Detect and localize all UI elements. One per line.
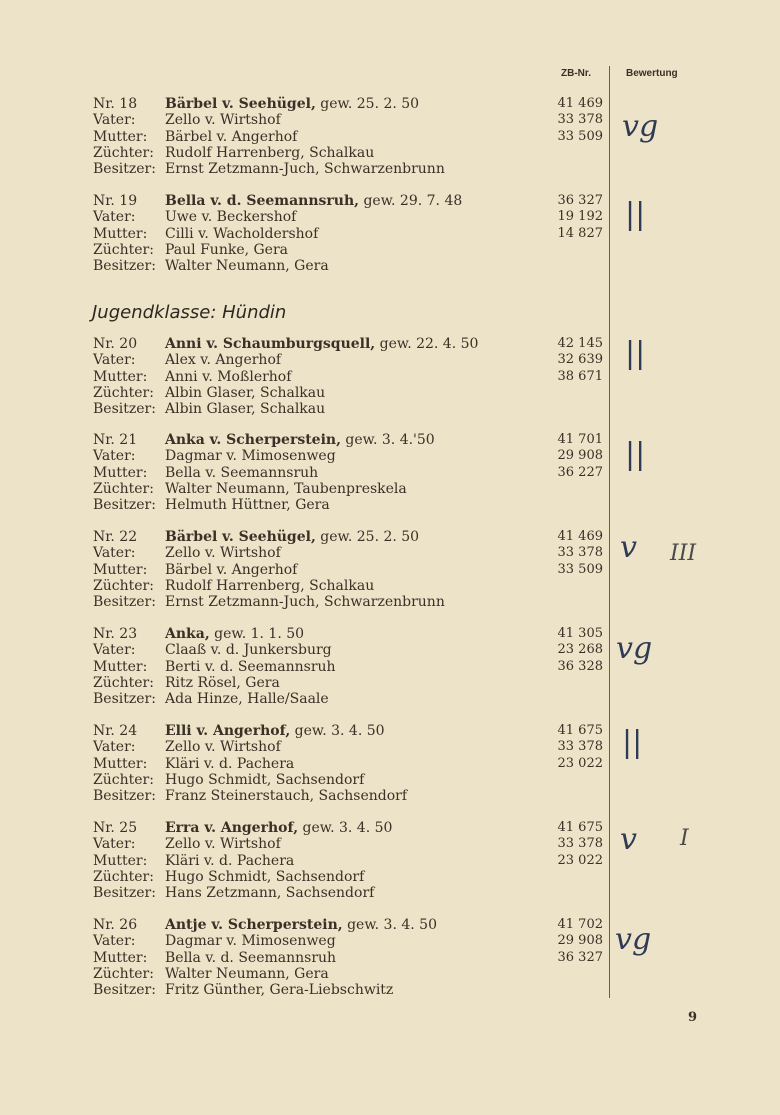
field-label-vater: Vater: <box>93 836 136 853</box>
field-label-mutter: Mutter: <box>93 128 148 145</box>
field-value-mutter: Cilli v. Wacholdershof <box>165 225 319 242</box>
handwritten-rating: || <box>622 725 643 760</box>
field-value-vater: Zello v. Wirtshof <box>165 739 281 756</box>
entry-number: Nr. 22 <box>93 529 138 545</box>
zb-number: 23 022 <box>557 755 603 771</box>
dog-name: Anka v. Scherperstein, <box>165 432 341 448</box>
field-label-mutter: Mutter: <box>93 755 148 772</box>
field-label-besitzer: Besitzer: <box>93 161 156 178</box>
field-label-besitzer: Besitzer: <box>93 691 156 708</box>
field-value-mutter: Bärbel v. Angerhof <box>165 561 298 578</box>
field-label-besitzer: Besitzer: <box>93 788 156 805</box>
field-value-mutter: Kläri v. d. Pachera <box>165 852 295 869</box>
zb-number: 33 509 <box>557 561 603 577</box>
field-value-vater: Zello v. Wirtshof <box>165 112 281 129</box>
zb-number: 36 227 <box>557 464 603 480</box>
zb-number: 41 469 <box>557 529 603 544</box>
handwritten-rating: vg <box>616 631 653 666</box>
zb-number: 33 378 <box>557 112 603 128</box>
rating-header: Bewertung <box>626 68 678 79</box>
field-value-besitzer: Hans Zetzmann, Sachsendorf <box>165 885 375 902</box>
dog-name: Bärbel v. Seehügel, <box>165 96 316 112</box>
field-value-mutter: Bärbel v. Angerhof <box>165 128 298 145</box>
field-value-besitzer: Fritz Günther, Gera-Liebschwitz <box>165 982 394 999</box>
entry-number: Nr. 21 <box>93 432 138 448</box>
field-label-vater: Vater: <box>93 448 136 465</box>
field-value-vater: Dagmar v. Mimosenweg <box>165 933 336 950</box>
field-label-vater: Vater: <box>93 933 136 950</box>
field-label-besitzer: Besitzer: <box>93 885 156 902</box>
field-label-besitzer: Besitzer: <box>93 497 156 514</box>
handwritten-rating: || <box>625 336 646 371</box>
handwritten-rating: || <box>625 437 646 472</box>
field-value-mutter: Bella v. Seemannsruh <box>165 464 319 481</box>
field-label-zuechter: Züchter: <box>93 771 154 788</box>
field-value-zuechter: Albin Glaser, Schalkau <box>165 384 326 401</box>
field-label-zuechter: Züchter: <box>93 480 154 497</box>
dog-name-line <box>165 820 392 836</box>
field-label-zuechter: Züchter: <box>93 965 154 982</box>
zb-number: 33 509 <box>557 128 603 144</box>
dog-name-line <box>165 917 437 933</box>
zb-nr-header: ZB-Nr. <box>561 68 591 79</box>
dog-name: Antje v. Scherperstein, <box>165 917 343 933</box>
field-value-mutter: Kläri v. d. Pachera <box>165 755 295 772</box>
field-label-mutter: Mutter: <box>93 658 148 675</box>
field-label-mutter: Mutter: <box>93 464 148 481</box>
handwritten-placement: III <box>670 541 697 566</box>
entry-number: Nr. 24 <box>93 723 138 739</box>
field-value-zuechter: Walter Neumann, Taubenpreskela <box>165 480 407 497</box>
field-value-mutter: Anni v. Moßlerhof <box>165 368 292 385</box>
field-label-zuechter: Züchter: <box>93 577 154 594</box>
page-number: 9 <box>688 1010 698 1025</box>
field-label-mutter: Mutter: <box>93 852 148 869</box>
zb-number: 29 908 <box>557 933 603 949</box>
zb-number: 36 327 <box>557 193 603 208</box>
zb-number: 29 908 <box>557 448 603 464</box>
field-value-zuechter: Walter Neumann, Gera <box>165 965 329 982</box>
handwritten-rating: vg <box>615 922 652 957</box>
field-value-vater: Dagmar v. Mimosenweg <box>165 448 336 465</box>
field-value-zuechter: Hugo Schmidt, Sachsendorf <box>165 771 365 788</box>
dog-name-line <box>165 336 478 352</box>
entry-number: Nr. 19 <box>93 193 138 209</box>
birth-date: gew. 3. 4. 50 <box>342 917 437 933</box>
dog-name: Anni v. Schaumburgsquell, <box>165 336 376 352</box>
field-value-mutter: Berti v. d. Seemannsruh <box>165 658 336 675</box>
dog-entry <box>93 193 603 274</box>
zb-number: 41 305 <box>557 626 603 641</box>
dog-name-line <box>165 723 385 739</box>
handwritten-placement: I <box>680 826 689 851</box>
birth-date: gew. 22. 4. 50 <box>375 336 479 352</box>
field-value-zuechter: Ritz Rösel, Gera <box>165 674 280 691</box>
zb-number: 38 671 <box>557 368 603 384</box>
birth-date: gew. 25. 2. 50 <box>315 529 420 545</box>
field-value-zuechter: Paul Funke, Gera <box>165 241 289 258</box>
field-label-besitzer: Besitzer: <box>93 401 156 418</box>
zb-number: 23 268 <box>557 642 603 658</box>
dog-name-line <box>165 626 304 642</box>
field-label-mutter: Mutter: <box>93 949 148 966</box>
entry-number: Nr. 23 <box>93 626 138 642</box>
field-label-besitzer: Besitzer: <box>93 594 156 611</box>
field-value-besitzer: Franz Steinerstauch, Sachsendorf <box>165 788 408 805</box>
zb-number: 41 702 <box>557 917 603 932</box>
birth-date: gew. 3. 4. 50 <box>298 820 393 836</box>
zb-number: 41 469 <box>557 96 603 111</box>
field-label-zuechter: Züchter: <box>93 241 154 258</box>
zb-number: 23 022 <box>557 852 603 868</box>
column-divider <box>609 66 610 998</box>
field-label-vater: Vater: <box>93 545 136 562</box>
field-value-besitzer: Ernst Zetzmann-Juch, Schwarzenbrunn <box>165 594 445 611</box>
handwritten-rating: vg <box>622 109 659 144</box>
field-value-vater: Zello v. Wirtshof <box>165 836 281 853</box>
entry-number: Nr. 20 <box>93 336 138 352</box>
dog-name-line <box>165 193 462 209</box>
zb-number: 42 145 <box>557 336 603 351</box>
field-label-besitzer: Besitzer: <box>93 982 156 999</box>
field-label-mutter: Mutter: <box>93 368 148 385</box>
field-label-besitzer: Besitzer: <box>93 258 156 275</box>
dog-entry <box>93 432 603 513</box>
entry-number: Nr. 18 <box>93 96 138 112</box>
field-value-vater: Alex v. Angerhof <box>165 352 282 369</box>
entry-number: Nr. 26 <box>93 917 138 933</box>
field-label-zuechter: Züchter: <box>93 868 154 885</box>
zb-number: 33 378 <box>557 545 603 561</box>
field-label-vater: Vater: <box>93 739 136 756</box>
dog-name-line <box>165 432 435 448</box>
birth-date: gew. 3. 4.'50 <box>340 432 435 448</box>
dog-entry <box>93 336 603 417</box>
zb-number: 19 192 <box>557 209 603 225</box>
field-label-vater: Vater: <box>93 352 136 369</box>
zb-number: 41 675 <box>557 723 603 738</box>
dog-entry <box>93 96 603 177</box>
field-value-vater: Zello v. Wirtshof <box>165 545 281 562</box>
dog-entry <box>93 723 603 804</box>
field-value-mutter: Bella v. d. Seemannsruh <box>165 949 337 966</box>
zb-number: 33 378 <box>557 836 603 852</box>
zb-number: 41 675 <box>557 820 603 835</box>
dog-entry <box>93 820 603 901</box>
birth-date: gew. 29. 7. 48 <box>359 193 463 209</box>
zb-number: 14 827 <box>557 225 603 241</box>
dog-name-line <box>165 529 419 545</box>
field-label-zuechter: Züchter: <box>93 144 154 161</box>
dog-entry <box>93 626 603 707</box>
dog-entry <box>93 529 603 610</box>
handwritten-rating: v <box>620 530 637 565</box>
entry-number: Nr. 25 <box>93 820 138 836</box>
field-value-besitzer: Walter Neumann, Gera <box>165 258 329 275</box>
birth-date: gew. 1. 1. 50 <box>209 626 305 642</box>
section-title: Jugendklasse: Hündin <box>92 302 287 323</box>
field-label-vater: Vater: <box>93 112 136 129</box>
dog-name-line <box>165 96 419 112</box>
dog-name: Bärbel v. Seehügel, <box>165 529 316 545</box>
handwritten-rating: || <box>625 197 646 232</box>
birth-date: gew. 25. 2. 50 <box>315 96 420 112</box>
field-label-zuechter: Züchter: <box>93 674 154 691</box>
field-value-vater: Uwe v. Beckershof <box>165 209 297 226</box>
dog-entry <box>93 917 603 998</box>
field-label-mutter: Mutter: <box>93 561 148 578</box>
dog-name: Erra v. Angerhof, <box>165 820 299 836</box>
dog-name: Elli v. Angerhof, <box>165 723 291 739</box>
field-label-zuechter: Züchter: <box>93 384 154 401</box>
zb-number: 36 328 <box>557 658 603 674</box>
field-label-mutter: Mutter: <box>93 225 148 242</box>
handwritten-rating: v <box>620 822 637 857</box>
dog-name: Bella v. d. Seemannsruh, <box>165 193 359 209</box>
zb-number: 36 327 <box>557 949 603 965</box>
field-label-vater: Vater: <box>93 209 136 226</box>
field-value-besitzer: Albin Glaser, Schalkau <box>165 401 326 418</box>
zb-number: 41 701 <box>557 432 603 447</box>
field-value-vater: Claaß v. d. Junkersburg <box>165 642 332 659</box>
dog-name: Anka, <box>165 626 210 642</box>
field-value-zuechter: Rudolf Harrenberg, Schalkau <box>165 144 375 161</box>
field-value-besitzer: Ada Hinze, Halle/Saale <box>165 691 329 708</box>
birth-date: gew. 3. 4. 50 <box>290 723 385 739</box>
field-value-besitzer: Ernst Zetzmann-Juch, Schwarzenbrunn <box>165 161 445 178</box>
zb-number: 32 639 <box>557 352 603 368</box>
field-label-vater: Vater: <box>93 642 136 659</box>
field-value-zuechter: Rudolf Harrenberg, Schalkau <box>165 577 375 594</box>
field-value-zuechter: Hugo Schmidt, Sachsendorf <box>165 868 365 885</box>
zb-number: 33 378 <box>557 739 603 755</box>
field-value-besitzer: Helmuth Hüttner, Gera <box>165 497 330 514</box>
